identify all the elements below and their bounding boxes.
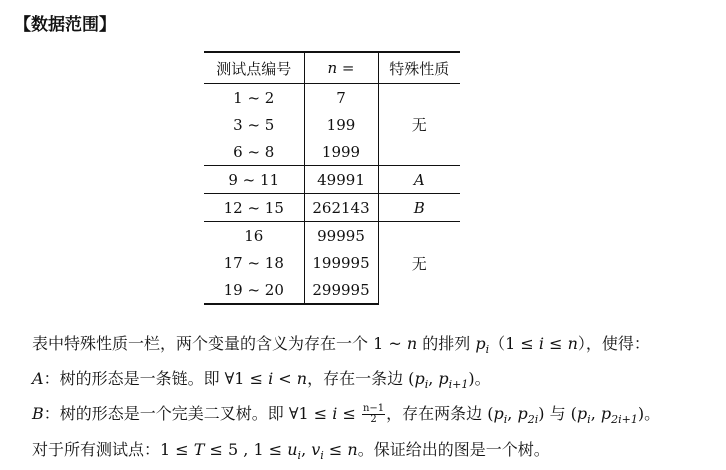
note-line-property-b: B：树的形态是一个完美二叉树。即 ∀1 ≤ i ≤ $\frac{n-1}{2}$ ，存在两条边 ($p_i$, $p_{2i}$) 与 ($p_i$, $p_{2i+1}$)。	[32, 403, 661, 427]
cell-n: 7	[304, 84, 378, 112]
table-header-row	[204, 52, 460, 84]
cell-range: 3 ~ 5	[233, 115, 275, 134]
cell-property: B	[378, 194, 460, 222]
data-range-table	[204, 51, 460, 305]
cell-range: 1 ~ 2	[233, 88, 275, 107]
cell-n: 99995	[304, 222, 378, 250]
cell-range: 16	[204, 222, 304, 250]
cell-range: 19 ~ 20	[204, 276, 304, 304]
cell-property: 无	[378, 222, 460, 305]
cell-property: A	[378, 166, 460, 194]
table-row	[204, 194, 460, 222]
cell-n: 199995	[304, 249, 378, 276]
cell-range: 9 ~ 11	[204, 166, 304, 194]
cell-n: 262143	[304, 194, 378, 222]
cell-range: 6 ~ 8	[233, 142, 275, 161]
cell-range: 12 ~ 15	[204, 194, 304, 222]
cell-n: 49991	[304, 166, 378, 194]
table-row	[204, 84, 460, 112]
cell-range: 17 ~ 18	[223, 253, 284, 272]
note-line-all-tests: 对于所有测试点：1 ≤ T ≤ 5 , $1 \le u_i$, $v_i \le n$。保证给出的图是一个树。	[32, 439, 550, 462]
note-line-property-a: A：树的形态是一条链。即 ∀1 ≤ i < n，存在一条边 ($p_i$, $p_{i+1}$)。	[32, 369, 491, 392]
note-line-property-def: 表中特殊性质一栏，两个变量的含义为存在一个 1 ~ n 的排列 $p_i(1 \le i \le n)$，使得：	[32, 334, 650, 357]
table-row	[204, 222, 460, 250]
table-row	[204, 166, 460, 194]
header-property: 特殊性质	[378, 52, 460, 84]
cell-n: 199	[304, 111, 378, 138]
fraction: $\frac{n-1}{2}$	[362, 403, 385, 426]
constraints-notes	[32, 329, 660, 470]
header-test-id: 测试点编号	[204, 52, 304, 84]
cell-n: 1999	[304, 138, 378, 166]
cell-property: 无	[378, 84, 460, 166]
header-n: n =	[304, 52, 378, 84]
section-heading: 【数据范围】	[14, 15, 116, 35]
cell-n: 299995	[304, 276, 378, 304]
